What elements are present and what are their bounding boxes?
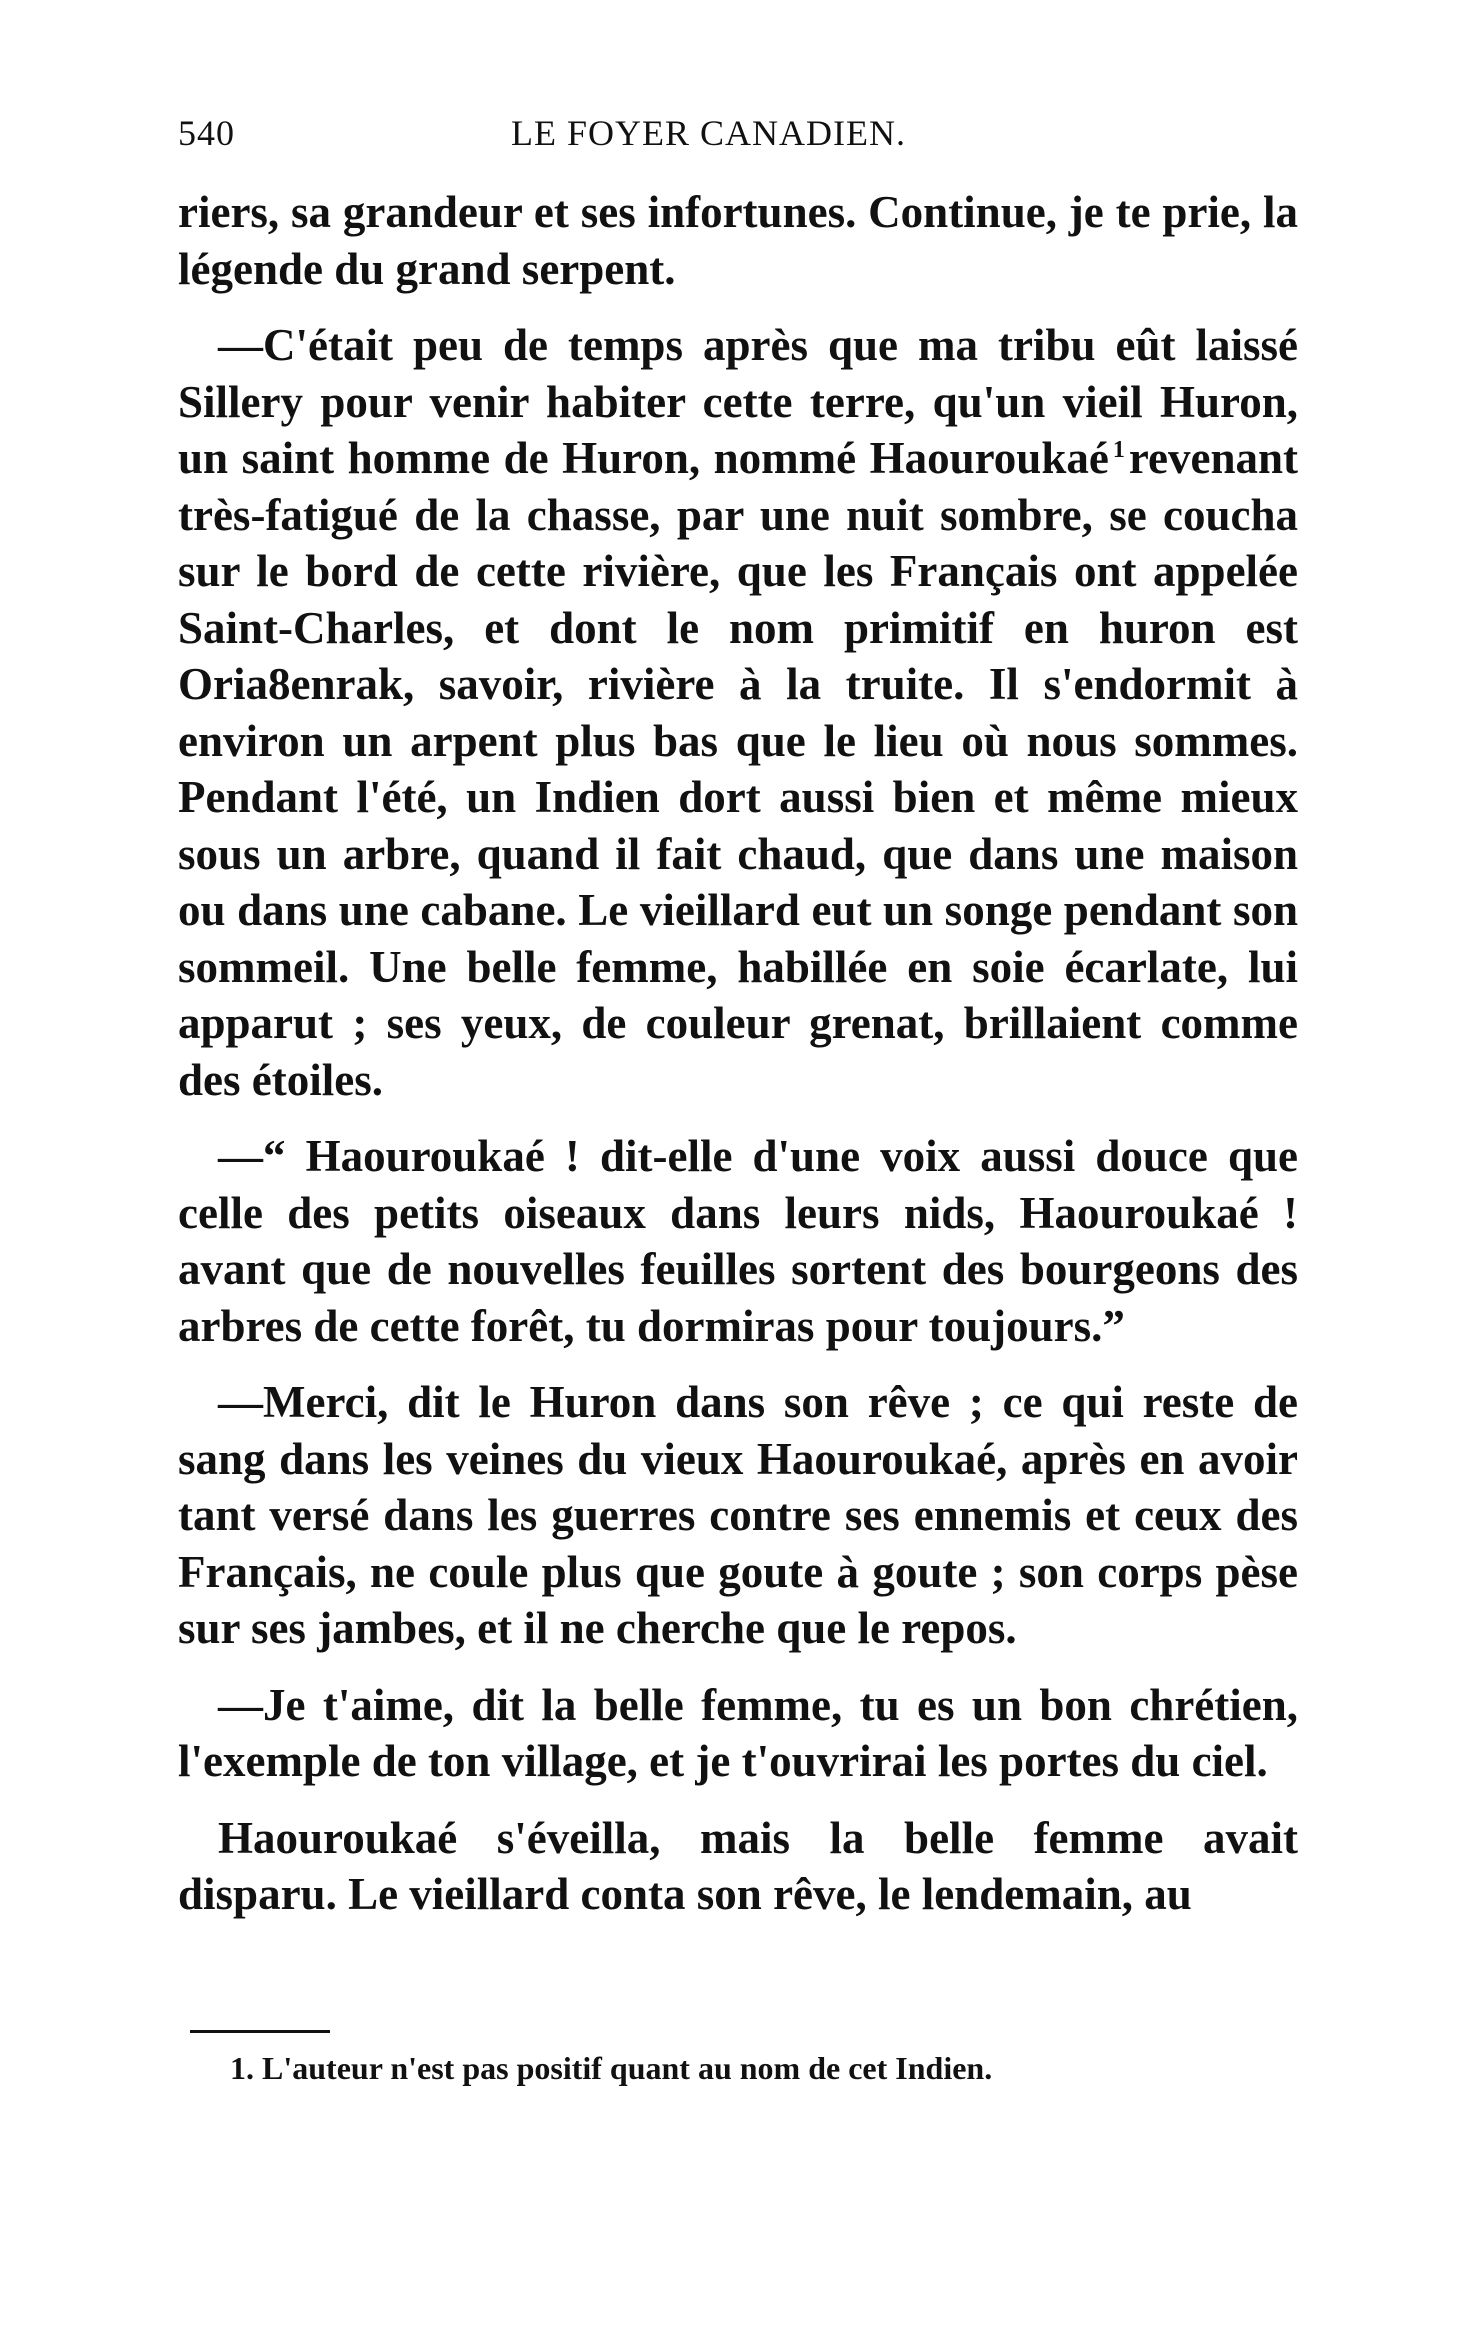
paragraph-text: revenant très-fatigué de la chasse, par une nuit sombre, se coucha sur le bord de cette rivière, que les Français ont appelée Saint-Charles, et dont le nom primitif en huron est Oria8enrak, savoir, rivière à la truite. Il s'endormit à environ un arpent plus bas que le lieu où nous sommes. Pendant l'été, un Indien dort aussi bien et même mieux sous un arbre, quand il fait chaud, que dans une maison ou dans une cabane. Le vieillard eut un songe pendant son sommeil. Une belle femme, habillée en soie écarlate, lui apparut ; ses yeux, de couleur grenat, brillaient comme des étoiles. — [178, 433, 1298, 1105]
running-title: LE FOYER CANADIEN. — [511, 113, 906, 153]
body-text — [178, 184, 1298, 1923]
paragraph-continuation: riers, sa grandeur et ses infortunes. Continue, je te prie, la légende du grand serpent. — [178, 187, 1298, 294]
footnote-divider — [190, 2030, 330, 2033]
paragraph-text: —C'était peu de temps après que ma tribu eût laissé Sillery pour venir habiter cette terre, qu'un vieil Huron, un saint homme de Huron, nommé Haouroukaé — [178, 320, 1298, 483]
footnote: 1. L'auteur n'est pas positif quant au nom de cet Indien. — [230, 2050, 993, 2086]
paragraph-woman-speech: —“ Haouroukaé ! dit-elle d'une voix aussi douce que celle des petits oiseaux dans leurs nids, Haouroukaé ! avant que de nouvelles feuilles sortent des bourgeons des arbres de cette forêt, tu dormiras pour toujours.” — [178, 1131, 1298, 1351]
paragraph-awakening: Haouroukaé s'éveilla, mais la belle femme avait disparu. Le vieillard conta son rêve, le lendemain, au — [178, 1812, 1298, 1919]
page-number: 540 — [178, 113, 235, 153]
paragraph-huron-reply: —Merci, dit le Huron dans son rêve ; ce qui reste de sang dans les veines du vieux Haouroukaé, après en avoir tant versé dans les guerres contre ses ennemis et ceux des Français, ne coule plus que goute à goute ; son corps pèse sur ses jambes, et il ne cherche que le repos. — [178, 1377, 1298, 1653]
footnote-reference: 1 — [1112, 437, 1125, 463]
paragraph-woman-answer: —Je t'aime, dit la belle femme, tu es un bon chrétien, l'exemple de ton village, et je t'ouvrirai les portes du ciel. — [178, 1679, 1298, 1786]
page-header — [178, 112, 1298, 162]
paragraph-dream-story — [178, 317, 1298, 1108]
